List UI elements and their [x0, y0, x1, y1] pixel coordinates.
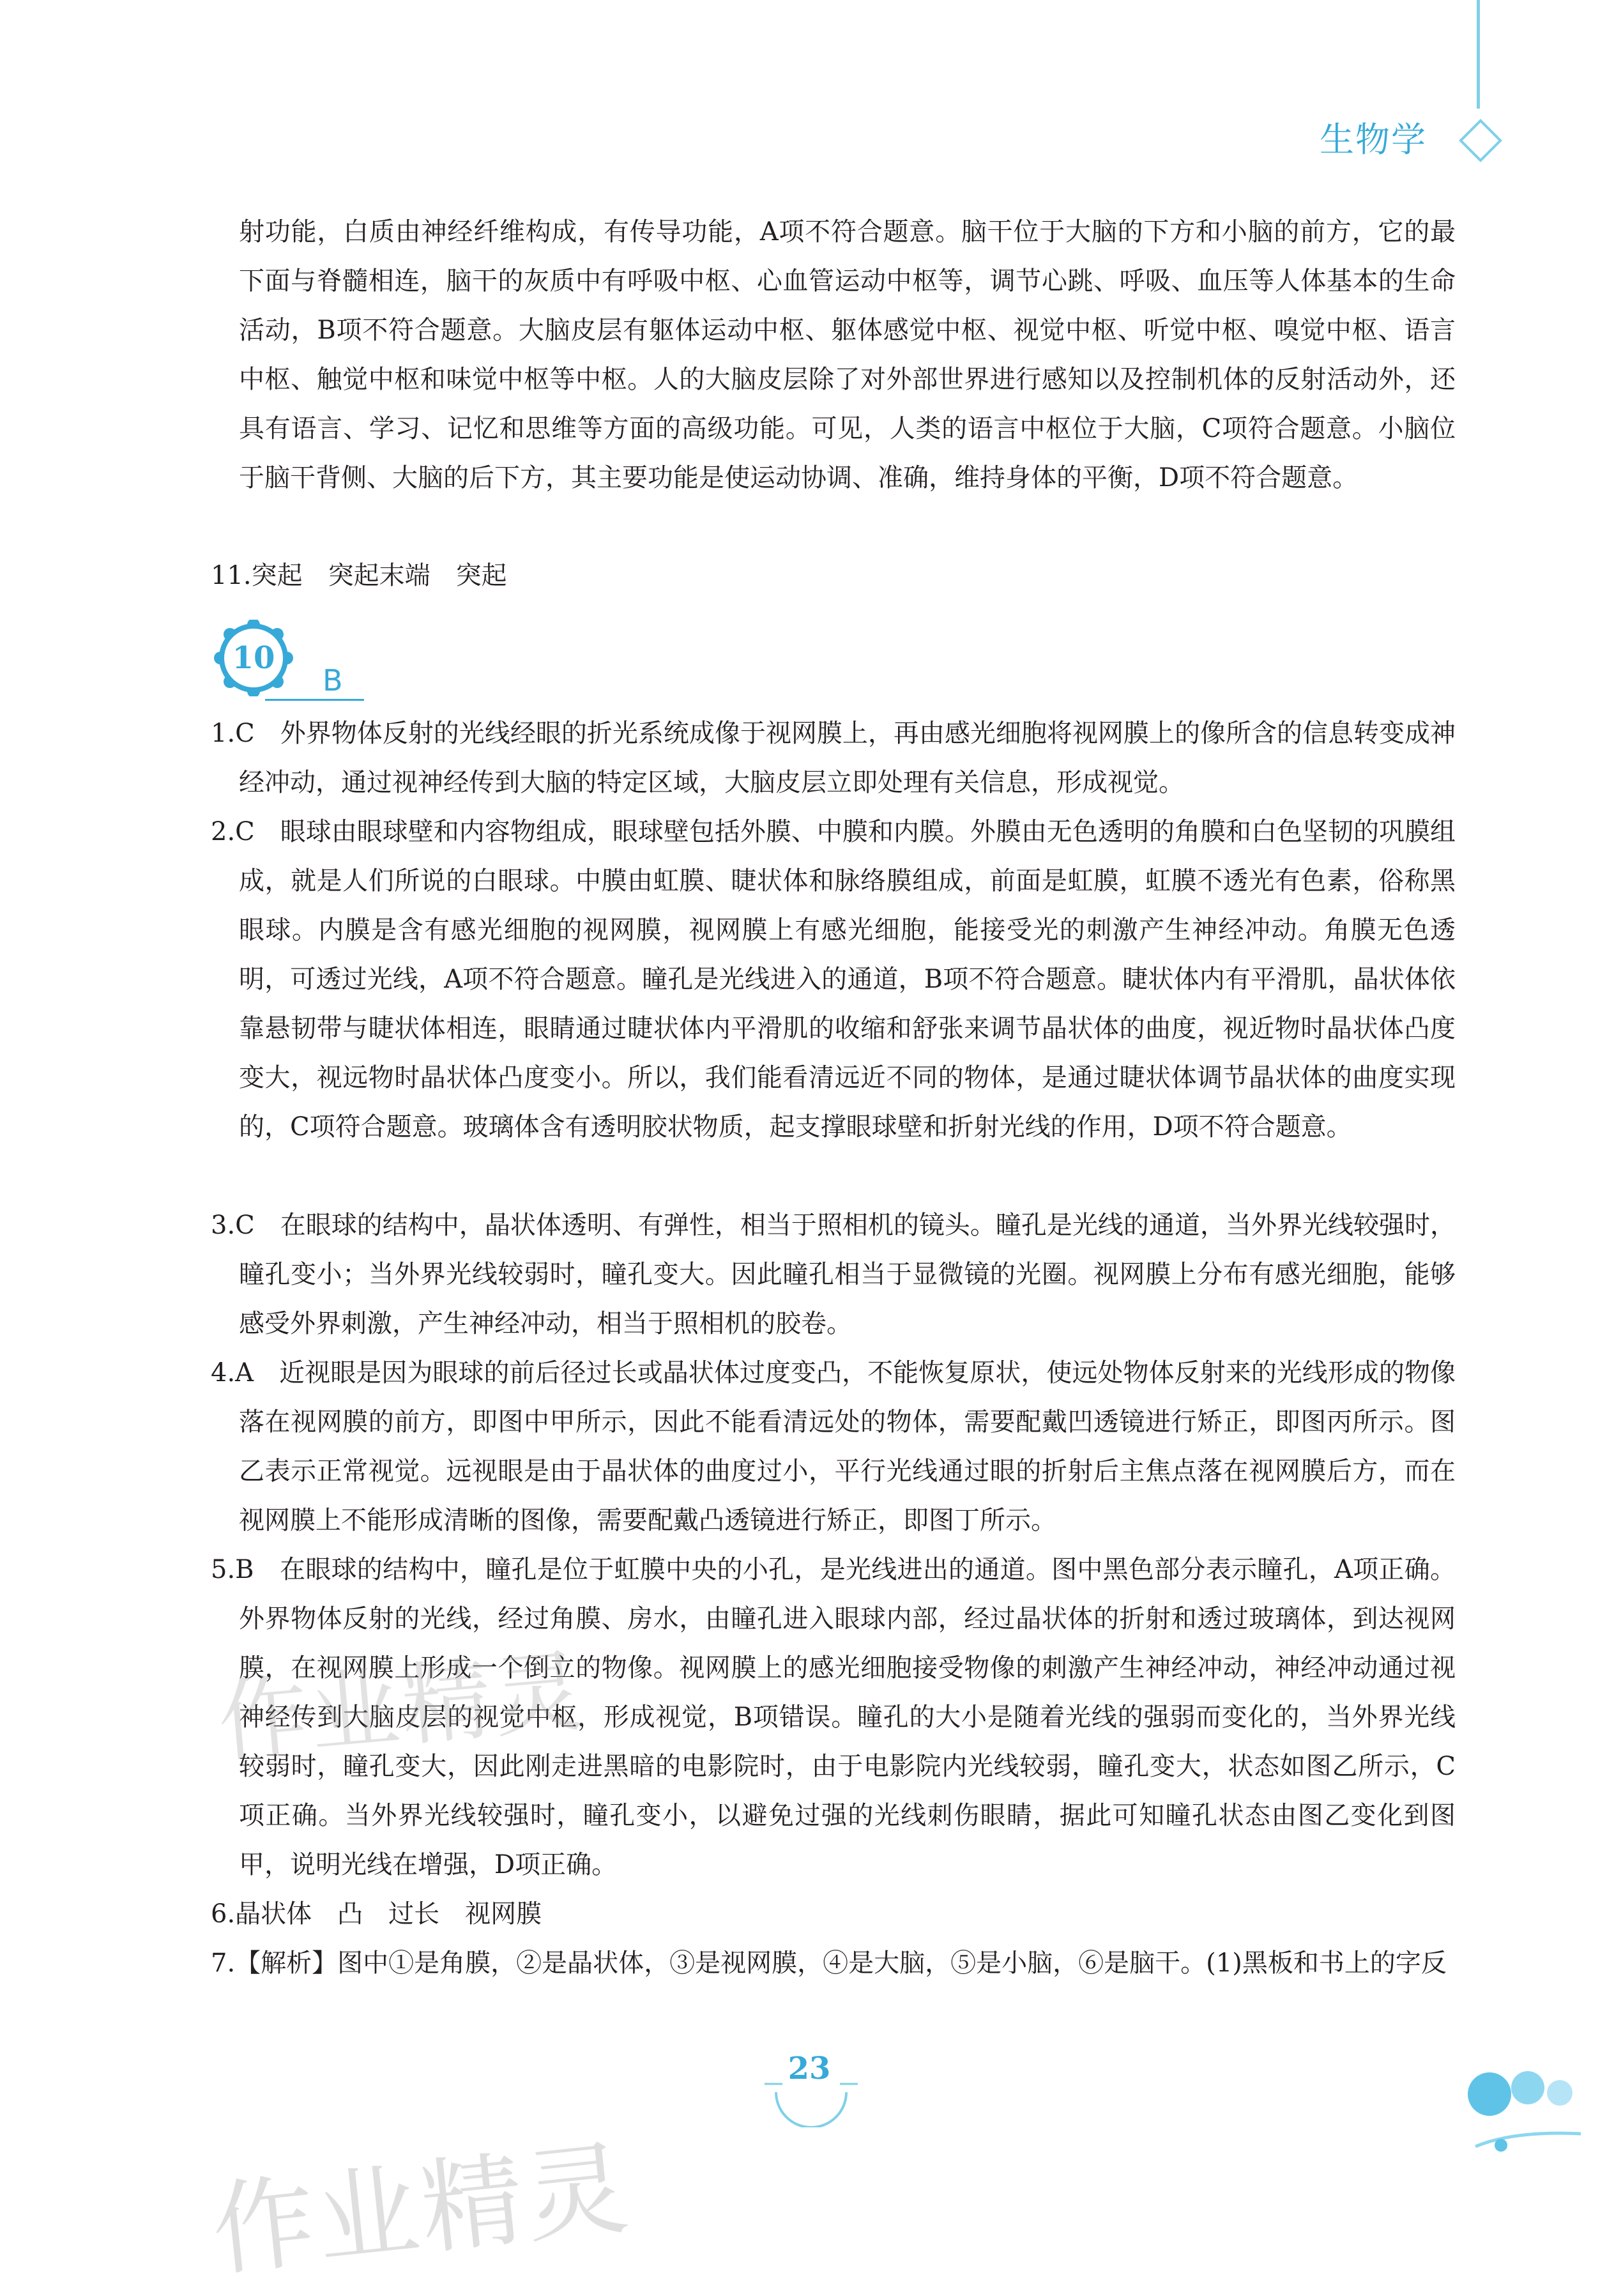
section-number-badge	[212, 620, 295, 696]
header-vertical-line	[1477, 0, 1480, 109]
answer-5: 5.B 在眼球的结构中，瞳孔是位于虹膜中央的小孔，是光线进出的通道。图中黑色部分表示瞳孔，A项正确。外界物体反射的光线，经过角膜、房水，由瞳孔进入眼球内部，经过晶状体的折射和透过玻璃体，到达视网膜，在视网膜上形成一个倒立的物像。视网膜上的感光细胞接受物像的刺激产生神经冲动，神经冲动通过视神经传到大脑皮层的视觉中枢，形成视觉，B项错误。瞳孔的大小是随着光线的强弱而变化的，当外界光线较弱时，瞳孔变大，因此刚走进黑暗的电影院时，由于电影院内光线较弱，瞳孔变大，状态如图乙所示，C项正确。当外界光线较强时，瞳孔变小，以避免过强的光线刺伤眼睛，据此可知瞳孔状态由图乙变化到图甲，说明光线在增强，D项正确。	[211, 1555, 1456, 1879]
prev-item-10-continuation: 射功能，白质由神经纤维构成，有传导功能，A项不符合题意。脑干位于大脑的下方和小脑的前方，它的最下面与脊髓相连，脑干的灰质中有呼吸中枢、心血管运动中枢等，调节心跳、呼吸、血压等人体基本的生命活动，B项不符合题意。大脑皮层有躯体运动中枢、躯体感觉中枢、视觉中枢、听觉中枢、嗅觉中枢、语言中枢、触觉中枢和味觉中枢等中枢。人的大脑皮层除了对外部世界进行感知以及控制机体的反射活动外，还具有语言、学习、记忆和思维等方面的高级功能。可见，人类的语言中枢位于大脑，C项符合题意。小脑位于脑干背侧、大脑的后下方，其主要功能是使运动协调、准确，维持身体的平衡，D项不符合题意。	[239, 217, 1456, 493]
diamond-icon	[1459, 119, 1502, 162]
watermark: 作业精灵	[214, 1639, 590, 1775]
subject-title: 生物学	[1320, 119, 1427, 160]
page-number: 23	[788, 2051, 831, 2086]
answer-1: 1.C 外界物体反射的光线经眼的折光系统成像于视网膜上，再由感光细胞将视网膜上的像所含的信息转变成神经冲动，通过视神经传到大脑的特定区域，大脑皮层立即处理有关信息，形成视觉。	[211, 719, 1456, 797]
answer-7: 7.【解析】图中①是角膜，②是晶状体，③是视网膜，④是大脑，⑤是小脑，⑥是脑干。(1)黑板和书上的字反	[211, 1948, 1447, 1978]
watermark-logo: 作业精灵	[206, 2128, 636, 2291]
prev-item-11: 11.突起 突起末端 突起	[211, 561, 507, 590]
section-underline	[265, 699, 364, 701]
answer-2: 2.C 眼球由眼球壁和内容物组成，眼球壁包括外膜、中膜和内膜。外膜由无色透明的角膜和白色坚韧的巩膜组成，就是人们所说的白眼球。中膜由虹膜、睫状体和脉络膜组成，前面是虹膜，虹膜不透光有色素，俗称黑眼球。内膜是含有感光细胞的视网膜，视网膜上有感光细胞，能接受光的刺激产生神经冲动。角膜无色透明，可透过光线，A项不符合题意。瞳孔是光线进入的通道，B项不符合题意。睫状体内有平滑肌，晶状体依靠悬韧带与睫状体相连，眼睛通过睫状体内平滑肌的收缩和舒张来调节晶状体的曲度，视近物时晶状体凸度变大，视远物时晶状体凸度变小。所以，我们能看清远近不同的物体，是通过睫状体调节晶状体的曲度实现的，C项符合题意。玻璃体含有透明胶状物质，起支撑眼球壁和折射光线的作用，D项不符合题意。	[211, 817, 1456, 1142]
answer-4: 4.A 近视眼是因为眼球的前后径过长或晶状体过度变凸，不能恢复原状，使远处物体反射来的光线形成的物像落在视网膜的前方，即图中甲所示，因此不能看清远处的物体，需要配戴凹透镜进行矫正，即图丙所示。图乙表示正常视觉。远视眼是由于晶状体的曲度过小，平行光线通过眼的折射后主焦点落在视网膜后方，而在视网膜上不能形成清晰的图像，需要配戴凸透镜进行矫正，即图丁所示。	[211, 1358, 1456, 1535]
section-number: 10	[232, 640, 275, 676]
bubbles-icon	[1456, 2063, 1584, 2178]
section-letter: B	[323, 663, 343, 698]
answer-6: 6.晶状体 凸 过长 视网膜	[211, 1899, 542, 1929]
answer-3: 3.C 在眼球的结构中，晶状体透明、有弹性，相当于照相机的镜头。瞳孔是光线的通道，当外界光线较强时，瞳孔变小；当外界光线较弱时，瞳孔变大。因此瞳孔相当于显微镜的光圈。视网膜上分布有感光细胞，能够感受外界刺激，产生神经冲动，相当于照相机的胶卷。	[211, 1211, 1456, 1338]
